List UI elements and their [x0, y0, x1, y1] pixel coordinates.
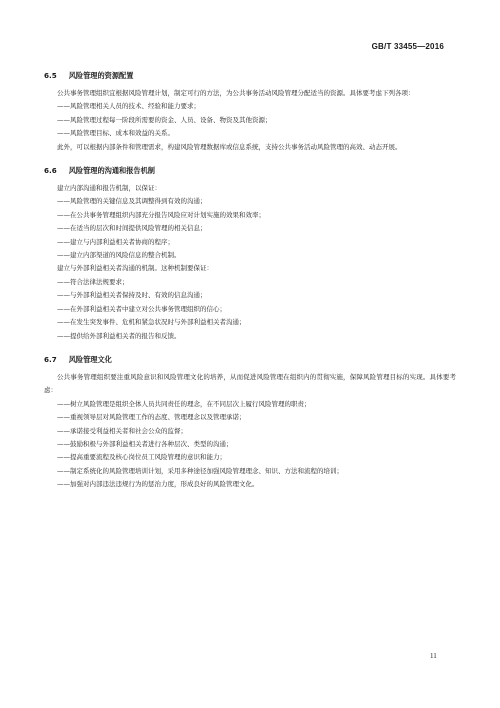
page-header-code: GB/T 33455—2016 — [371, 42, 444, 51]
section-heading — [44, 354, 456, 365]
list-item: ——风险管理相关人员的技术、经验和能力要求； — [57, 102, 200, 111]
section-number: 6.6 — [44, 166, 57, 176]
list-item: ——树立风险管理是组织全体人员共同责任的理念，在不同层次上履行风险管理的职责； — [57, 399, 311, 408]
section-6-6 — [44, 165, 456, 343]
section-number: 6.5 — [44, 71, 57, 80]
list-item: ——符合法律法规要求； — [57, 277, 129, 286]
section-heading — [44, 70, 456, 81]
list-item: ——风险管理的关键信息及其调整得到有效的沟通； — [57, 197, 207, 206]
paragraph: 公共事务管理组织宜根据风险管理计划，制定可行的方法，为公共事务活动风险管理分配适当的资源。具体要考虑下列各项： — [57, 89, 415, 97]
section-title: 风险管理的资源配置 — [68, 71, 134, 80]
list-item: ——提供给外部利益相关者的报告和反馈。 — [57, 331, 181, 340]
section-6-7 — [44, 354, 456, 492]
paragraph: 建立内部沟通和报告机制，以保证： — [57, 184, 161, 193]
list-item: ——加强对内部违法违规行为的惩治力度，形成良好的风险管理文化。 — [57, 480, 259, 489]
section-title: 风险管理的沟通和报告机制 — [68, 166, 155, 176]
section-heading — [44, 165, 456, 176]
list-item: ——在公共事务管理组织内部充分报告风险应对计划实施的效果和效率； — [57, 210, 265, 219]
list-item: ——承诺接受利益相关者和社会公众的监督； — [57, 426, 187, 435]
page-number: 11 — [430, 652, 437, 660]
list-item: ——在发生突发事件、危机和紧急状况时与外部利益相关者沟通； — [57, 318, 246, 327]
section-6-5 — [44, 70, 456, 154]
list-item: ——制定系统化的风险管理培训计划，采用多种途径加强风险管理理念、知识、方法和流程的培训； — [57, 466, 343, 475]
paragraph: 公共事务管理组织要注重风险意识和风险管理文化的培养，从而促进风险管理在组织内的贯彻实施，保障风险管理目标的实现。具体要考虑： — [44, 372, 456, 395]
list-item: ——在外部利益相关者中建立对公共事务管理组织的信心； — [57, 304, 226, 313]
list-item: ——与外部利益相关者保持及时、有效的信息沟通； — [57, 291, 207, 300]
list-item: ——鼓励积极与外部利益相关者进行各种层次、类型的沟通； — [57, 439, 233, 448]
paragraph: 建立与外部利益相关者沟通的机制。这种机制要保证： — [57, 264, 213, 273]
section-number: 6.7 — [44, 354, 57, 364]
paragraph: 此外，可以根据内部条件和管理需求，构建风险管理数据库或信息系统，支持公共事务活动风险管理的高效、动态开展。 — [57, 142, 402, 151]
list-item: ——风险管理目标、成本和效益的关系。 — [57, 129, 174, 138]
section-title: 风险管理文化 — [68, 354, 112, 364]
list-item: ——提高重要流程及核心岗位员工风险管理的意识和能力； — [57, 453, 226, 462]
list-item: ——建立内部渠道的风险信息的整合机制。 — [57, 251, 181, 260]
list-item: ——在适当的层次和时间提供风险管理的相关信息； — [57, 224, 207, 233]
list-item: ——风险管理过程每一阶段所需要的资金、人员、设备、物资及其他资源； — [57, 115, 272, 124]
list-item: ——建立与内部利益相关者协商的程序； — [57, 237, 174, 246]
list-item: ——重视领导层对风险管理工作的态度、管理理念以及管理承诺； — [57, 413, 246, 422]
document-body — [44, 70, 456, 492]
